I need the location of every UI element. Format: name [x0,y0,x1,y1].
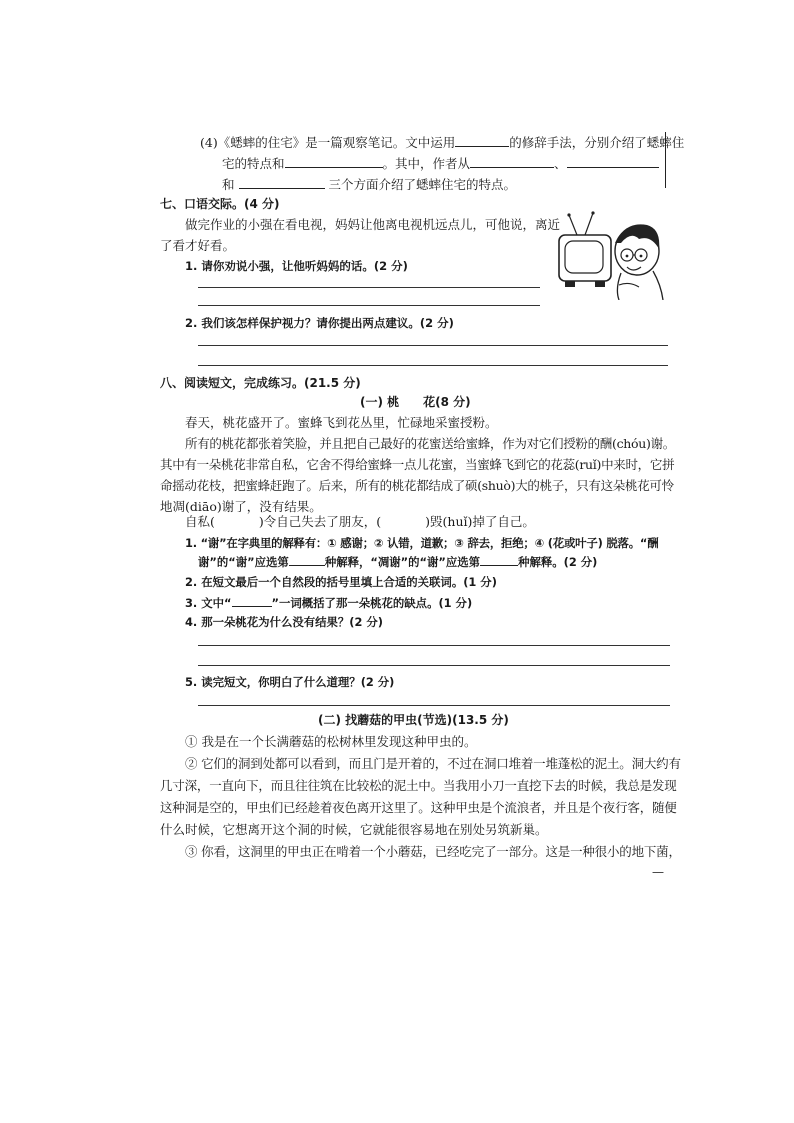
passage-2-paragraph-2-line-1: ② 它们的洞到处都可以看到，而且门是开着的，不过在洞口堆着一堆蓬松的泥土。洞大约有 [185,756,681,771]
part-1-question-1-line-1: 1. “谢”在字典里的解释有：① 感谢；② 认错，道歉；③ 辞去，拒绝；④ (花或叶子) 脱落。“酬 [185,536,659,550]
part-1-question-4: 4. 那一朵桃花为什么没有结果？(2 分) [185,615,383,629]
q4-text: 。其中，作者从 [382,156,471,171]
part-1-question-5: 5. 读完短文，你明白了什么道理？(2 分) [185,675,395,689]
answer-blank[interactable] [239,176,325,189]
passage-2-paragraph-2-line-2: 几寸深，一直向下，而且往往筑在比较松的泥土中。当我用小刀一直挖下去的时候，我总是发现 [160,778,677,793]
part-1-title: (一) 桃 花(8 分) [360,395,471,409]
section-8-title: 八、阅读短文，完成练习。(21.5 分) [160,376,361,390]
passage-1-paragraph-2-line-2: 其中有一朵桃花非常自私，它舍不得给蜜蜂一点儿花蜜，当蜜蜂飞到它的花蕊(ruǐ)中来时，它拼 [160,457,675,472]
passage-text: 自私( [185,514,215,529]
question-text: 种解释。(2 分) [518,555,598,569]
q4-line-1 [200,134,684,151]
passage-2-paragraph-3: ③ 你看，这洞里的甲虫正在啃着一个小蘑菇，已经吃完了一部分。这是一种很小的地下菌， [185,844,681,859]
part-2-title: (二) 找蘑菇的甲虫(节选)(13.5 分) [318,713,509,727]
section-7-question-1: 1. 请你劝说小强，让他听妈妈的话。(2 分) [185,259,408,273]
q4-line-3 [222,176,516,193]
answer-blank[interactable] [232,594,272,607]
answer-line[interactable] [198,645,670,646]
tv-boy-drawing [555,205,665,300]
part-1-question-2: 2. 在短文最后一个自然段的括号里填上合适的关联词。(1 分) [185,575,497,589]
section-7-intro-line-2: 了看才好看。 [160,238,236,253]
answer-line[interactable] [198,305,540,306]
question-text: ”一词概括了那一朵桃花的缺点。(1 分) [271,596,473,610]
section-7-question-2: 2. 我们该怎样保护视力？请你提出两点建议。(2 分) [185,316,454,330]
q4-text: (4)《蟋蟀的住宅》是一篇观察笔记。文中运用 [200,135,456,150]
passage-2-paragraph-2-line-4: 什么时候，它想离开这个洞的时候，它就能很容易地在别处另筑新巢。 [160,822,548,837]
part-1-question-3 [185,594,472,611]
passage-1-paragraph-2-line-4: 地凋(diāo)谢了，没有结果。 [160,499,322,514]
page-mark: — [652,865,664,879]
answer-blank[interactable] [289,553,325,566]
passage-2-paragraph-1: ① 我是在一个长满蘑菇的松树林里发现这种甲虫的。 [185,734,477,749]
answer-blank[interactable] [455,134,509,147]
answer-line[interactable] [198,287,540,288]
answer-blank[interactable] [480,553,518,566]
section-7-title: 七、口语交际。(4 分) [160,197,280,211]
passage-text: )毁(huǐ)掉了自己。 [425,514,535,529]
q4-line-2 [222,155,659,172]
q4-text: 宅的特点和 [222,156,285,171]
answer-line[interactable] [198,665,670,666]
passage-1-paragraph-2-line-1: 所有的桃花都张着笑脸，并且把自己最好的花蜜送给蜜蜂，作为对它们授粉的酬(chóu)谢。 [185,436,675,451]
question-text: 谢”的“谢”应选第 [198,555,289,569]
section-7-intro-line-1: 做完作业的小强在看电视，妈妈让他离电视机远点儿，可他说，离近 [185,217,561,232]
answer-blank[interactable] [567,155,659,168]
question-text: 种解释，“凋谢”的“谢”应选第 [324,555,481,569]
passage-text: )令自己失去了朋友，( [258,514,382,529]
q4-text: 三个方面介绍了蟋蟀住宅的特点。 [328,177,517,192]
q4-text: 、 [554,156,567,171]
boy-watching-tv-illustration [555,205,665,300]
passage-1-paragraph-2-line-3: 命摇动花枝，把蜜蜂赶跑了。后来，所有的桃花都结成了硕(shuò)大的桃子，只有这朵桃花可怜 [160,478,674,493]
answer-line[interactable] [198,365,668,366]
q4-text: 和 [222,177,235,192]
passage-1-paragraph-3 [185,514,535,530]
answer-line[interactable] [198,345,668,346]
passage-2-paragraph-2-line-3: 这种洞是空的，甲虫们已经趁着夜色离开这里了。这种甲虫是个流浪者，并且是个夜行客，随便 [160,800,677,815]
answer-line[interactable] [198,705,670,706]
q4-text: 的修辞手法，分别介绍了蟋蟀住 [509,135,685,150]
answer-blank[interactable] [470,155,554,168]
passage-1-paragraph-1: 春天，桃花盛开了。蜜蜂飞到花丛里，忙碌地采蜜授粉。 [185,415,498,430]
part-1-question-1-line-2 [198,553,597,570]
question-text: 3. 文中“ [185,596,232,610]
answer-blank[interactable] [285,155,383,168]
